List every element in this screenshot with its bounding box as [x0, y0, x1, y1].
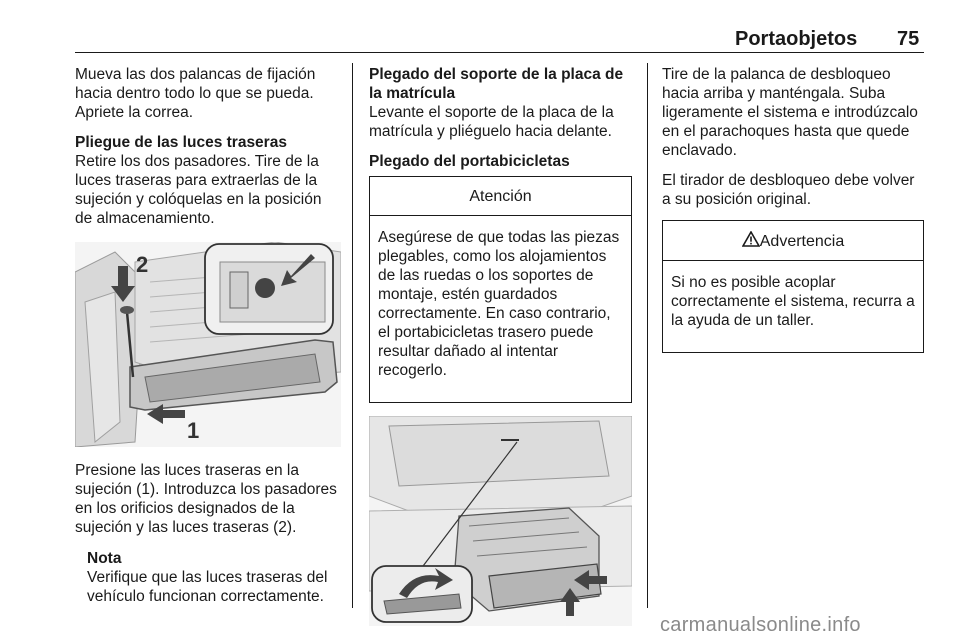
- section-heading: Pliegue de las luces traseras: [75, 134, 287, 151]
- warning-title: [663, 221, 923, 261]
- paragraph: Mueva las dos palancas de fijación hacia dentro todo lo que se pueda. Apriete la correa.: [75, 66, 316, 121]
- column-divider-left: [352, 63, 353, 608]
- header-rule: [75, 52, 924, 53]
- paragraph: Tire de la palanca de desbloqueo hacia arriba y manténgala. Suba ligeramente el sistema e introdúzcalo en el parachoques hasta que quede enclavado.: [662, 66, 918, 159]
- column-divider-right: [647, 63, 648, 608]
- caution-box: [369, 176, 632, 403]
- column-2: [369, 65, 632, 640]
- page-number: 75: [897, 28, 920, 50]
- caution-title: Atención: [370, 177, 631, 216]
- section-heading: Plegado del portabicicletas: [369, 153, 570, 170]
- paragraph: Levante el soporte de la placa de la matrícula y pliéguelo hacia delante.: [369, 104, 614, 140]
- paragraph: El tirador de desbloqueo debe volver a su posición original.: [662, 172, 915, 208]
- figure-label-one: 1: [187, 418, 200, 443]
- warning-text: Si no es posible acoplar correctamente el sistema, recurra a la ayuda de un taller.: [671, 274, 915, 329]
- bike-carrier-illustration: [369, 416, 632, 626]
- warning-icon: [742, 231, 760, 247]
- warning-symbol-code: [742, 231, 743, 250]
- warning-title-text: Advertencia: [759, 233, 845, 250]
- footer-watermark: carmanualsonline.info: [660, 614, 861, 636]
- warning-box: [662, 220, 924, 353]
- figure-label-two: 2: [136, 252, 149, 277]
- column-1: [75, 65, 341, 617]
- note-label: Nota: [87, 550, 122, 567]
- bike-carrier-figure: [369, 416, 632, 626]
- caution-text: Asegúrese de que todas las piezas plegables, como los alojamientos de las ruedas o los soportes de montaje, estén guardados correctamente. En caso contrario, el portabicicletas trasero puede resultar dañado al intentar recogerlo.: [378, 229, 620, 379]
- tail-light-illustration: [75, 242, 341, 447]
- paragraph: Retire los dos pasadores. Tire de la luces traseras para extraerlas de la sujeción y colóquelas en la posición de almacenamiento.: [75, 153, 322, 227]
- column-3: [662, 65, 924, 366]
- note: [75, 549, 341, 606]
- section-heading: Plegado del soporte de la placa de la matrícula: [369, 66, 624, 102]
- tail-light-figure: [75, 242, 341, 447]
- note-text: Verifique que las luces traseras del vehículo funcionan correctamente.: [87, 569, 328, 605]
- header-title: Portaobjetos: [735, 28, 858, 50]
- paragraph: Presione las luces traseras en la sujeción (1). Introduzca los pasadores en los orificios designados de la sujeción y las luces traseras (2).: [75, 462, 337, 536]
